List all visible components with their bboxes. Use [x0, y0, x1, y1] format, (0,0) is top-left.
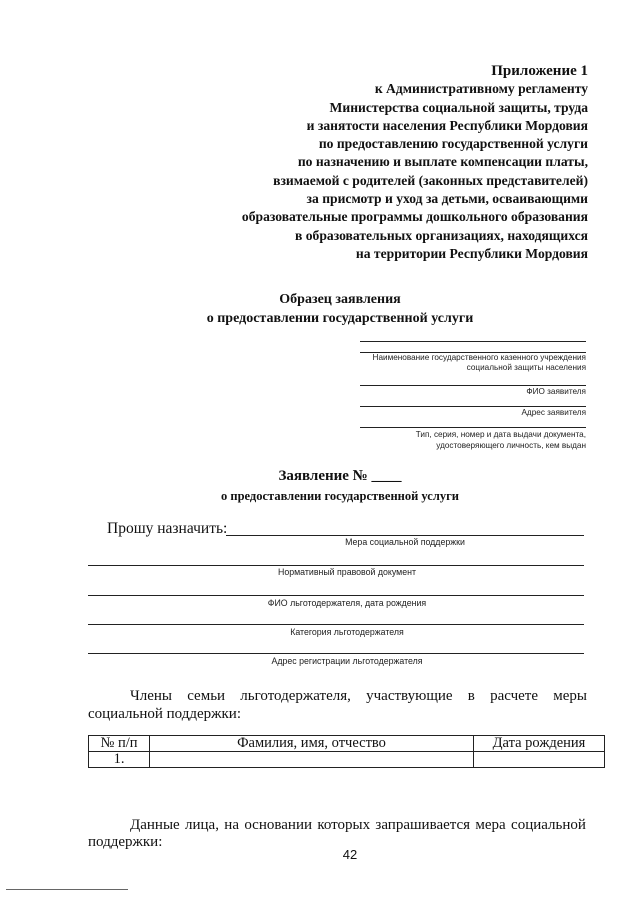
- persons-intro-word: мера: [475, 817, 506, 833]
- appendix-line: и занятости населения Республики Мордовия: [306, 117, 588, 133]
- family-intro-word: участвующие: [366, 688, 453, 704]
- appendix-line: взимаемой с родителей (законных представителей): [273, 172, 588, 188]
- family-intro-word: расчете: [490, 688, 539, 704]
- persons-intro-word: которых: [317, 817, 371, 833]
- document-blank-line[interactable]: [360, 427, 586, 428]
- support-measure-caption: Мера социальной поддержки: [345, 537, 465, 547]
- family-intro-word: льготодержателя,: [240, 688, 351, 704]
- application-subtitle: о предоставлении государственной услуги: [221, 489, 459, 503]
- applicant-address-caption: Адрес заявителя: [521, 408, 586, 417]
- support-measure-blank-line[interactable]: [226, 535, 584, 536]
- appendix-header: [168, 62, 588, 263]
- table-header-row: [89, 736, 605, 752]
- beneficiary-address-blank-line[interactable]: [88, 653, 584, 654]
- family-intro-word: Члены: [130, 688, 172, 704]
- appendix-line: по назначению и выплате компенсации платы,: [297, 154, 588, 170]
- family-intro-line2: социальной поддержки:: [88, 706, 241, 722]
- table-cell-full-name[interactable]: [150, 752, 474, 768]
- beneficiary-name-blank-line[interactable]: [88, 595, 584, 596]
- sample-title: Образец заявления: [279, 292, 401, 307]
- institution-caption: Наименование государственного казенного учреждения: [372, 353, 586, 362]
- application-title: Заявление № ____: [278, 468, 402, 484]
- sample-subtitle: о предоставлении государственной услуги: [206, 311, 474, 326]
- beneficiary-category-caption: Категория льготодержателя: [290, 627, 404, 637]
- appendix-line: в образовательных организациях, находящихся: [295, 227, 588, 243]
- applicant-address-blank-line[interactable]: [360, 406, 586, 407]
- table-cell-birth-date[interactable]: [474, 752, 605, 768]
- appendix-line: за присмотр и уход за детьми, осваивающими: [306, 191, 588, 207]
- legal-document-caption: Нормативный правовой документ: [278, 567, 416, 577]
- table-row: [89, 752, 605, 768]
- footnote-divider: [6, 889, 128, 890]
- appendix-line: на территории Республики Мордовия: [355, 245, 588, 261]
- document-caption: удостоверяющего личность, кем выдан: [436, 441, 586, 450]
- page-number: 42: [342, 847, 358, 862]
- legal-document-blank-line[interactable]: [88, 565, 584, 566]
- persons-intro-line1: [130, 817, 586, 834]
- beneficiary-name-caption: ФИО льготодержателя, дата рождения: [267, 598, 427, 608]
- appendix-line: Министерства социальной защиты, труда: [329, 99, 588, 115]
- persons-intro-word: запрашивается: [375, 817, 471, 833]
- beneficiary-address-caption: Адрес регистрации льготодержателя: [271, 656, 423, 666]
- appendix-line: к Административному регламенту: [374, 81, 588, 97]
- document-caption: Тип, серия, номер и дата выдачи документа,: [415, 430, 586, 439]
- column-header-number: № п/п: [89, 736, 150, 752]
- persons-intro-word: основании: [244, 817, 312, 833]
- persons-intro-word: Данные: [130, 817, 180, 833]
- column-header-birth-date: Дата рождения: [474, 736, 605, 752]
- appendix-line: образовательные программы дошкольного образования: [241, 209, 588, 225]
- appendix-line: по предоставлению государственной услуги: [318, 136, 588, 152]
- beneficiary-category-blank-line[interactable]: [88, 624, 584, 625]
- persons-intro-word: на: [224, 817, 239, 833]
- column-header-full-name: Фамилия, имя, отчество: [150, 736, 474, 752]
- family-intro-line1: [130, 688, 587, 705]
- applicant-name-caption: ФИО заявителя: [526, 387, 586, 396]
- persons-intro-word: социальной: [511, 817, 586, 833]
- persons-intro-line2: поддержки:: [88, 834, 163, 850]
- institution-caption: социальной защиты населения: [466, 363, 586, 372]
- persons-intro-word: лица,: [185, 817, 219, 833]
- table-cell-number: 1.: [89, 752, 150, 768]
- appendix-line: Приложение 1: [491, 63, 588, 79]
- blank-line: [360, 341, 586, 342]
- request-label: Прошу назначить:: [107, 520, 228, 537]
- family-intro-word: в: [467, 688, 475, 704]
- family-members-table: [88, 735, 605, 768]
- applicant-name-blank-line[interactable]: [360, 385, 586, 386]
- family-intro-word: меры: [553, 688, 587, 704]
- family-intro-word: семьи: [187, 688, 226, 704]
